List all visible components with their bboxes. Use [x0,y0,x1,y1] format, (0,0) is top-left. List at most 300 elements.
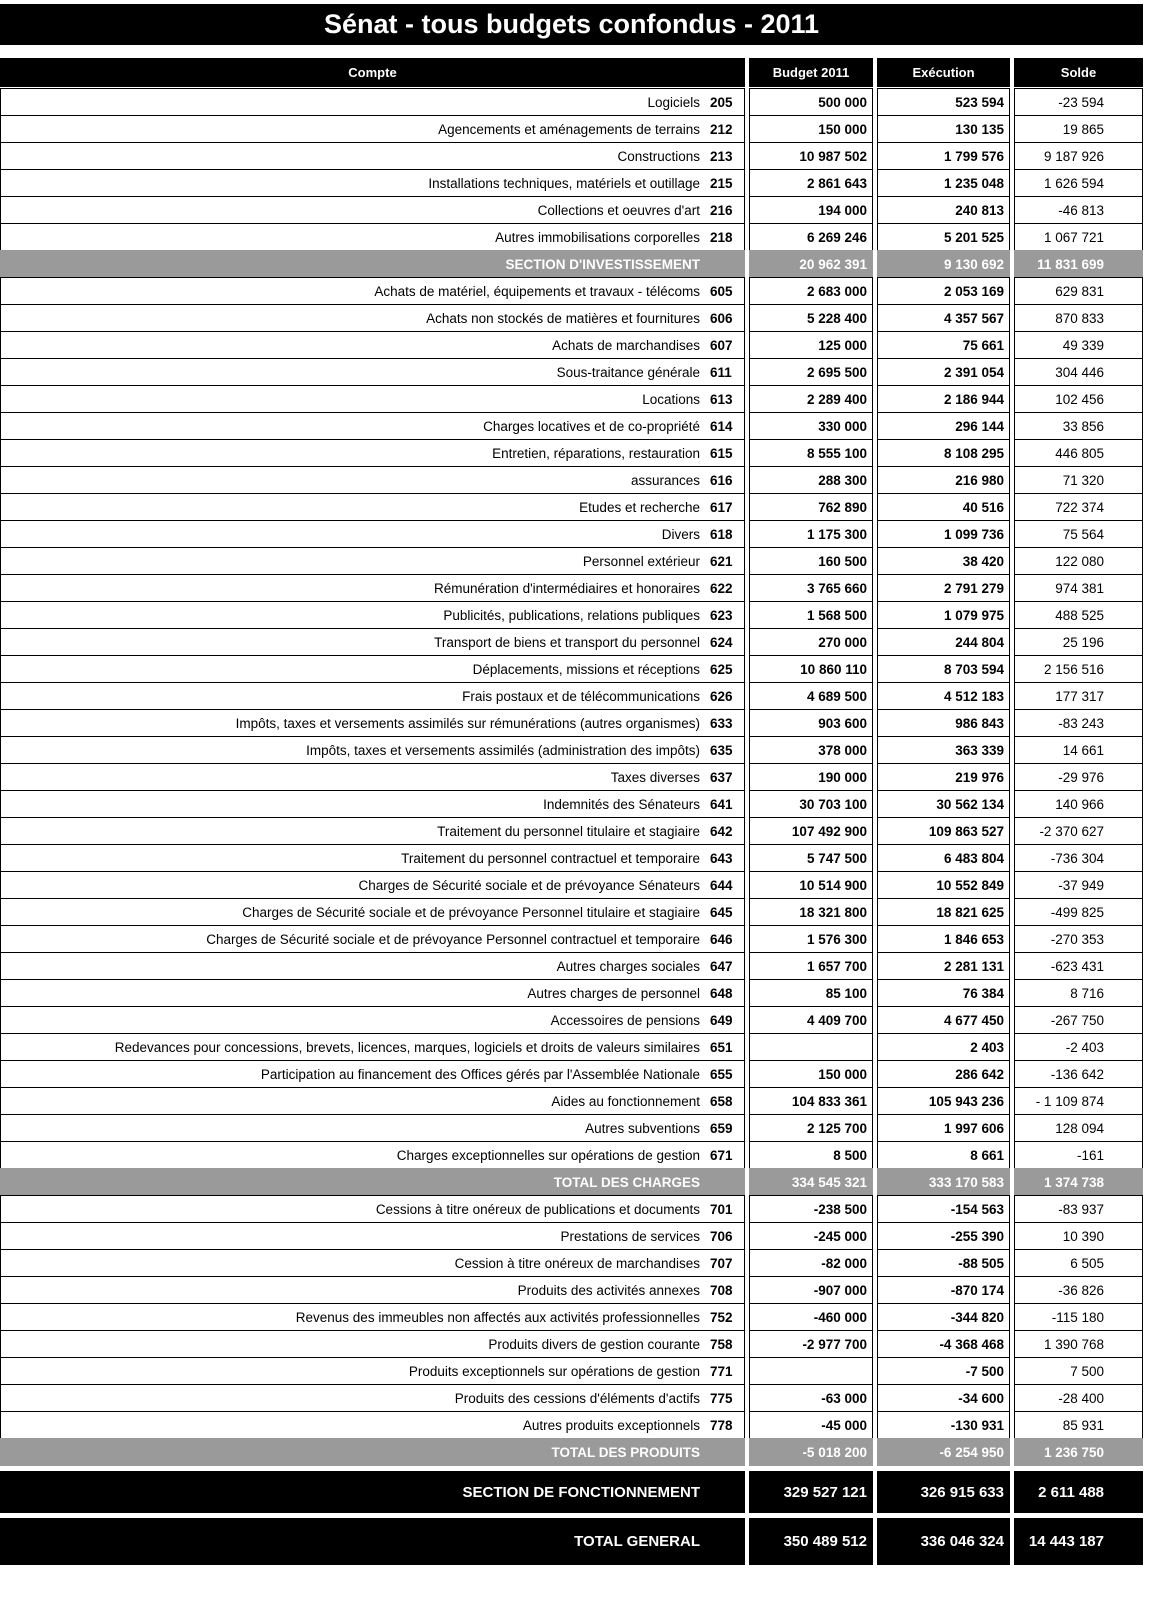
row-execution-value: 109 863 527 [877,817,1010,845]
row-account-code: 643 [710,850,733,866]
row-account-code: 218 [710,229,733,245]
row-solde-value: -36 826 [1014,1276,1143,1304]
row-solde-value: 177 317 [1014,682,1143,710]
row-budget-value: -63 000 [749,1384,873,1412]
row-solde-value: -46 813 [1014,196,1143,224]
row-account-code: 646 [710,931,733,947]
compte-cell [0,574,745,602]
row-solde-value: 14 443 187 [1014,1518,1143,1565]
row-execution-value: 5 201 525 [877,223,1010,251]
table-row [0,763,1143,791]
row-budget-value: -460 000 [749,1303,873,1331]
row-solde-value: -267 750 [1014,1006,1143,1034]
row-label: Prestations de services [560,1228,700,1244]
table-row [0,844,1143,872]
row-budget-value: 500 000 [749,88,873,116]
row-label: Aides au fonctionnement [551,1093,700,1109]
compte-cell [0,1357,745,1385]
table-row [0,385,1143,413]
table-row [0,412,1143,440]
row-solde-value: 14 661 [1014,736,1143,764]
row-account-code: 659 [710,1120,733,1136]
row-account-code: 622 [710,580,733,596]
row-label: Autres subventions [585,1120,700,1136]
table-row [0,655,1143,683]
row-budget-value: 288 300 [749,466,873,494]
row-execution-value: 4 357 567 [877,304,1010,332]
row-account-code: 205 [710,94,733,110]
row-execution-value: 4 512 183 [877,682,1010,710]
row-budget-value: 330 000 [749,412,873,440]
row-label: Produits des activités annexes [517,1282,700,1298]
row-execution-value: 2 391 054 [877,358,1010,386]
row-budget-value: 150 000 [749,1060,873,1088]
row-label: Produits exceptionnels sur opérations de gestion [408,1363,700,1379]
compte-cell [0,1060,745,1088]
row-label: Entretien, réparations, restauration [492,445,700,461]
table-row [0,1471,1143,1513]
row-label: SECTION D'INVESTISSEMENT [505,256,700,272]
row-execution-value: 363 339 [877,736,1010,764]
row-account-code: 623 [710,607,733,623]
row-solde-value: 11 831 699 [1014,250,1143,278]
row-solde-value: 629 831 [1014,277,1143,305]
table-row [0,1357,1143,1385]
table-header-row [0,58,1143,87]
table-row [0,1087,1143,1115]
row-account-code: 758 [710,1336,733,1352]
row-budget-value: 6 269 246 [749,223,873,251]
compte-cell [0,1006,745,1034]
table-row [0,142,1143,170]
table-row [0,250,1143,278]
row-solde-value: 33 856 [1014,412,1143,440]
row-budget-value: 8 500 [749,1141,873,1169]
row-budget-value [749,1357,873,1385]
table-row [0,817,1143,845]
row-budget-value: 2 695 500 [749,358,873,386]
compte-cell [0,682,745,710]
row-account-code: 778 [710,1417,733,1433]
compte-cell [0,304,745,332]
row-budget-value [749,1033,873,1061]
compte-cell [0,115,745,143]
table-row [0,1330,1143,1358]
compte-cell [0,1141,745,1169]
compte-cell [0,196,745,224]
row-solde-value: 49 339 [1014,331,1143,359]
row-label: Frais postaux et de télécommunications [462,688,700,704]
compte-cell [0,628,745,656]
row-solde-value: -83 937 [1014,1195,1143,1223]
table-row [0,790,1143,818]
table-row [0,1518,1143,1565]
compte-cell [0,763,745,791]
row-execution-value: 240 813 [877,196,1010,224]
row-label: Achats de marchandises [552,337,700,353]
compte-cell [0,88,745,116]
row-account-code: 642 [710,823,733,839]
row-execution-value: 2 186 944 [877,385,1010,413]
row-account-code: 641 [710,796,733,812]
row-budget-value: 2 861 643 [749,169,873,197]
row-execution-value: -130 931 [877,1411,1010,1439]
row-solde-value: 1 390 768 [1014,1330,1143,1358]
row-account-code: 625 [710,661,733,677]
compte-cell [0,277,745,305]
compte-cell [0,142,745,170]
row-account-code: 701 [710,1201,733,1217]
row-label: Redevances pour concessions, brevets, licences, marques, logiciels et droits de valeurs similaires [114,1039,700,1055]
row-execution-value: 986 843 [877,709,1010,737]
row-budget-value: 378 000 [749,736,873,764]
row-label: TOTAL DES CHARGES [553,1174,700,1190]
row-label: Charges locatives et de co-propriété [483,418,700,434]
compte-cell [0,1114,745,1142]
row-account-code: 707 [710,1255,733,1271]
row-budget-value: 1 175 300 [749,520,873,548]
row-solde-value: 722 374 [1014,493,1143,521]
row-execution-value: 1 079 975 [877,601,1010,629]
row-execution-value: -88 505 [877,1249,1010,1277]
row-budget-value: 334 545 321 [749,1168,873,1196]
row-solde-value: -37 949 [1014,871,1143,899]
compte-cell [0,358,745,386]
row-budget-value: 4 409 700 [749,1006,873,1034]
table-row [0,1060,1143,1088]
row-budget-value: 5 747 500 [749,844,873,872]
row-solde-value: 1 067 721 [1014,223,1143,251]
compte-cell [0,412,745,440]
row-budget-value: 4 689 500 [749,682,873,710]
row-execution-value: 1 846 653 [877,925,1010,953]
row-account-code: 212 [710,121,733,137]
row-budget-value: 104 833 361 [749,1087,873,1115]
row-solde-value: 25 196 [1014,628,1143,656]
row-execution-value: 105 943 236 [877,1087,1010,1115]
row-budget-value: 10 860 110 [749,655,873,683]
compte-cell [0,817,745,845]
row-execution-value: 30 562 134 [877,790,1010,818]
compte-cell [0,709,745,737]
compte-cell [0,898,745,926]
compte-cell [0,547,745,575]
row-solde-value: 1 626 594 [1014,169,1143,197]
row-budget-value: 1 576 300 [749,925,873,953]
row-budget-value: 85 100 [749,979,873,1007]
row-solde-value: 19 865 [1014,115,1143,143]
row-label: Participation au financement des Offices gérés par l'Assemblée Nationale [260,1066,700,1082]
row-account-code: 645 [710,904,733,920]
row-account-code: 617 [710,499,733,515]
row-solde-value: -83 243 [1014,709,1143,737]
row-execution-value: 75 661 [877,331,1010,359]
row-execution-value: 4 677 450 [877,1006,1010,1034]
row-solde-value: 8 716 [1014,979,1143,1007]
row-budget-value: 2 125 700 [749,1114,873,1142]
row-account-code: 605 [710,283,733,299]
row-solde-value: 488 525 [1014,601,1143,629]
row-label: Publicités, publications, relations publiques [443,607,700,623]
table-row [0,628,1143,656]
row-execution-value: -344 820 [877,1303,1010,1331]
row-account-code: 651 [710,1039,733,1055]
row-budget-value: 10 514 900 [749,871,873,899]
row-label: Autres charges de personnel [527,985,700,1001]
row-account-code: 671 [710,1147,733,1163]
row-budget-value: 2 683 000 [749,277,873,305]
table-row [0,466,1143,494]
compte-cell [0,1222,745,1250]
row-account-code: 613 [710,391,733,407]
row-solde-value: -23 594 [1014,88,1143,116]
table-row [0,358,1143,386]
row-budget-value: 5 228 400 [749,304,873,332]
compte-cell [0,952,745,980]
page-title: Sénat - tous budgets confondus - 2011 [0,4,1143,45]
row-label: Constructions [617,148,700,164]
row-solde-value: 7 500 [1014,1357,1143,1385]
row-execution-value: 1 997 606 [877,1114,1010,1142]
row-budget-value: 150 000 [749,115,873,143]
row-account-code: 616 [710,472,733,488]
row-label: Accessoires de pensions [550,1012,700,1028]
row-label: Revenus des immeubles non affectés aux activités professionnelles [295,1309,700,1325]
row-execution-value: -6 254 950 [877,1438,1010,1466]
row-budget-value: 2 289 400 [749,385,873,413]
row-solde-value: 10 390 [1014,1222,1143,1250]
table-row [0,682,1143,710]
row-solde-value: 1 374 738 [1014,1168,1143,1196]
row-label: Achats de matériel, équipements et travaux - télécoms [374,283,700,299]
row-execution-value: 8 703 594 [877,655,1010,683]
table-row [0,88,1143,116]
table-row [0,169,1143,197]
compte-cell [0,466,745,494]
row-solde-value: -115 180 [1014,1303,1143,1331]
compte-cell [0,1168,745,1196]
table-row [0,223,1143,251]
row-execution-value: 1 235 048 [877,169,1010,197]
row-budget-value: -2 977 700 [749,1330,873,1358]
table-row [0,277,1143,305]
row-budget-value: 270 000 [749,628,873,656]
table-row [0,925,1143,953]
row-account-code: 213 [710,148,733,164]
row-label: Autres produits exceptionnels [522,1417,700,1433]
row-label: Installations techniques, matériels et outillage [428,175,700,191]
table-row [0,1195,1143,1223]
row-label: Indemnités des Sénateurs [543,796,700,812]
table-row [0,1141,1143,1169]
table-row [0,898,1143,926]
row-label: Cessions à titre onéreux de publications et documents [375,1201,700,1217]
compte-cell [0,520,745,548]
row-account-code: 614 [710,418,733,434]
row-solde-value: 2 611 488 [1014,1471,1143,1513]
compte-cell [0,871,745,899]
row-solde-value: 974 381 [1014,574,1143,602]
row-account-code: 626 [710,688,733,704]
row-solde-value: 304 446 [1014,358,1143,386]
table-row [0,196,1143,224]
row-account-code: 752 [710,1309,733,1325]
row-execution-value: 2 791 279 [877,574,1010,602]
row-execution-value: 2 403 [877,1033,1010,1061]
row-solde-value: 85 931 [1014,1411,1143,1439]
table-row [0,1249,1143,1277]
table-row [0,1114,1143,1142]
row-label: Traitement du personnel contractuel et temporaire [401,850,700,866]
row-account-code: 624 [710,634,733,650]
compte-cell [0,1033,745,1061]
compte-cell [0,1087,745,1115]
row-label: Produits des cessions d'éléments d'actifs [454,1390,700,1406]
row-account-code: 771 [710,1363,733,1379]
row-budget-value: 190 000 [749,763,873,791]
row-solde-value: 6 505 [1014,1249,1143,1277]
table-row [0,1276,1143,1304]
row-account-code: 606 [710,310,733,326]
compte-cell [0,250,745,278]
row-budget-value: 1 568 500 [749,601,873,629]
compte-cell [0,385,745,413]
row-label: Logiciels [647,94,700,110]
row-label: TOTAL GENERAL [574,1533,700,1550]
row-account-code: 216 [710,202,733,218]
column-header-execution: Exécution [877,58,1010,87]
row-account-code: 621 [710,553,733,569]
row-execution-value: 40 516 [877,493,1010,521]
row-label: Impôts, taxes et versements assimilés (administration des impôts) [306,742,700,758]
row-budget-value: 3 765 660 [749,574,873,602]
row-execution-value: 336 046 324 [877,1518,1010,1565]
row-solde-value: -623 431 [1014,952,1143,980]
row-label: Collections et oeuvres d'art [537,202,700,218]
row-label: Divers [661,526,700,542]
compte-cell [0,439,745,467]
row-execution-value: -7 500 [877,1357,1010,1385]
row-execution-value: 38 420 [877,547,1010,575]
row-label: assurances [630,472,700,488]
row-budget-value: 107 492 900 [749,817,873,845]
table-row [0,439,1143,467]
row-label: Charges de Sécurité sociale et de prévoyance Personnel titulaire et stagiaire [242,904,700,920]
row-label: Produits divers de gestion courante [488,1336,700,1352]
row-budget-value: 329 527 121 [749,1471,873,1513]
row-budget-value: -238 500 [749,1195,873,1223]
row-budget-value: 762 890 [749,493,873,521]
compte-cell [0,331,745,359]
row-execution-value: 130 135 [877,115,1010,143]
row-execution-value: 286 642 [877,1060,1010,1088]
table-row [0,1033,1143,1061]
compte-cell [0,1518,745,1565]
row-label: Transport de biens et transport du personnel [434,634,700,650]
row-execution-value: -34 600 [877,1384,1010,1412]
row-label: Agencements et aménagements de terrains [438,121,700,137]
row-account-code: 618 [710,526,733,542]
row-label: Traitement du personnel titulaire et stagiaire [437,823,700,839]
row-budget-value: 20 962 391 [749,250,873,278]
column-header-budget-2011: Budget 2011 [749,58,873,87]
row-execution-value: -4 368 468 [877,1330,1010,1358]
row-solde-value: 1 236 750 [1014,1438,1143,1466]
row-account-code: 615 [710,445,733,461]
budget-table-body [0,88,1143,1565]
row-execution-value: 1 099 736 [877,520,1010,548]
row-solde-value: 75 564 [1014,520,1143,548]
row-execution-value: 326 915 633 [877,1471,1010,1513]
row-budget-value: -82 000 [749,1249,873,1277]
compte-cell [0,223,745,251]
row-execution-value: 18 821 625 [877,898,1010,926]
row-budget-value: 8 555 100 [749,439,873,467]
row-account-code: 655 [710,1066,733,1082]
row-account-code: 775 [710,1390,733,1406]
table-row [0,1438,1143,1466]
row-account-code: 635 [710,742,733,758]
row-label: Autres charges sociales [556,958,700,974]
table-row [0,574,1143,602]
row-solde-value: 9 187 926 [1014,142,1143,170]
row-budget-value: 18 321 800 [749,898,873,926]
compte-cell [0,736,745,764]
row-budget-value: 1 657 700 [749,952,873,980]
table-row [0,547,1143,575]
row-solde-value: -499 825 [1014,898,1143,926]
table-row [0,304,1143,332]
table-row [0,736,1143,764]
compte-cell [0,1330,745,1358]
row-label: TOTAL DES PRODUITS [551,1444,700,1460]
compte-cell [0,1471,745,1513]
column-header-solde: Solde [1014,58,1143,87]
row-budget-value: 903 600 [749,709,873,737]
row-label: Autres immobilisations corporelles [495,229,700,245]
column-header-compte: Compte [0,58,745,87]
compte-cell [0,979,745,1007]
compte-cell [0,1384,745,1412]
row-label: Etudes et recherche [579,499,700,515]
row-budget-value: 160 500 [749,547,873,575]
row-budget-value: -5 018 200 [749,1438,873,1466]
row-budget-value: 30 703 100 [749,790,873,818]
table-row [0,1303,1143,1331]
row-account-code: 658 [710,1093,733,1109]
row-budget-value: -245 000 [749,1222,873,1250]
row-account-code: 648 [710,985,733,1001]
table-row [0,952,1143,980]
row-account-code: 706 [710,1228,733,1244]
row-solde-value: 128 094 [1014,1114,1143,1142]
row-execution-value: 296 144 [877,412,1010,440]
row-solde-value: 71 320 [1014,466,1143,494]
row-account-code: 633 [710,715,733,731]
row-execution-value: 2 053 169 [877,277,1010,305]
row-solde-value: 140 966 [1014,790,1143,818]
row-execution-value: 8 108 295 [877,439,1010,467]
row-label: Charges de Sécurité sociale et de prévoyance Personnel contractuel et temporaire [206,931,700,947]
row-label: Achats non stockés de matières et fournitures [426,310,700,326]
row-execution-value: 2 281 131 [877,952,1010,980]
row-execution-value: 8 661 [877,1141,1010,1169]
row-execution-value: 333 170 583 [877,1168,1010,1196]
compte-cell [0,844,745,872]
compte-cell [0,1438,745,1466]
table-row [0,520,1143,548]
compte-cell [0,1195,745,1223]
